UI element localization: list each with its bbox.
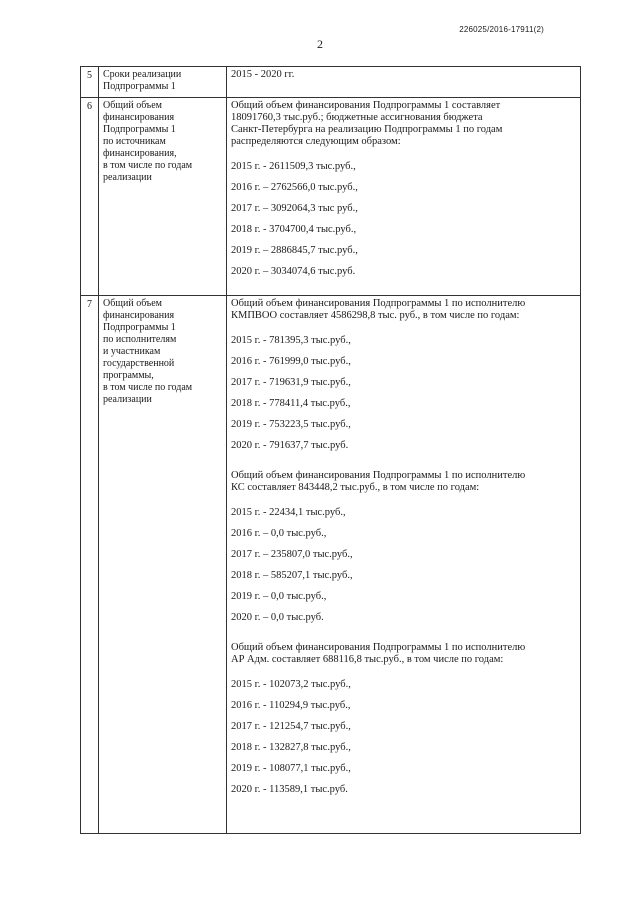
row-label-line: финансирования	[103, 112, 175, 123]
list-item: 2017 г. – 235807,0 тыс.руб.,	[231, 549, 353, 560]
list-item: 2017 г. - 121254,7 тыс.руб.,	[231, 721, 351, 732]
row-number: 5	[81, 67, 99, 98]
intro-line: распределяются следующим образом:	[231, 136, 401, 147]
financing-intro	[231, 100, 576, 148]
intro-line: Общий объем финансирования Подпрограммы 1 составляет	[231, 100, 501, 111]
executor-intro	[231, 470, 576, 494]
period-text: 2015 - 2020 гг.	[231, 69, 295, 80]
list-item: 2019 г. - 108077,1 тыс.руб.,	[231, 763, 351, 774]
list-item: 2020 г. - 113589,1 тыс.руб.	[231, 784, 348, 795]
row-label-line: государственной	[103, 358, 175, 369]
row-label-line: финансирования,	[103, 148, 177, 159]
list-item: 2019 г. - 753223,5 тыс.руб.,	[231, 419, 351, 430]
year-list	[231, 156, 576, 282]
list-item: 2020 г. – 0,0 тыс.руб.	[231, 612, 324, 623]
table-row	[81, 67, 581, 98]
year-list	[231, 674, 576, 800]
intro-line: Санкт-Петербурга на реализацию Подпрограммы 1 по годам	[231, 124, 503, 135]
row-label	[99, 98, 227, 296]
intro-line: Общий объем финансирования Подпрограммы 1 по исполнителю	[231, 470, 526, 481]
list-item: 2018 г. - 778411,4 тыс.руб.,	[231, 398, 351, 409]
row-label-line: в том числе по годам	[103, 160, 193, 171]
intro-line: Общий объем финансирования Подпрограммы 1 по исполнителю	[231, 298, 526, 309]
list-item: 2016 г. – 0,0 тыс.руб.,	[231, 528, 327, 539]
list-item: 2020 г. – 3034074,6 тыс.руб.	[231, 266, 356, 277]
row-label-line: программы,	[103, 370, 154, 381]
list-item: 2018 г. - 132827,8 тыс.руб.,	[231, 742, 351, 753]
intro-line: КС составляет 843448,2 тыс.руб., в том числе по годам:	[231, 482, 480, 493]
row-label	[99, 296, 227, 834]
list-item: 2017 г. - 719631,9 тыс.руб.,	[231, 377, 351, 388]
list-item: 2015 г. - 22434,1 тыс.руб.,	[231, 507, 346, 518]
row-label-line: Общий объем	[103, 298, 162, 309]
list-item: 2016 г. - 761999,0 тыс.руб.,	[231, 356, 351, 367]
row-label-line: в том числе по годам	[103, 382, 193, 393]
executor-intro	[231, 298, 576, 322]
document-id: 226025/2016-17911(2)	[459, 25, 544, 34]
intro-line: Общий объем финансирования Подпрограммы 1 по исполнителю	[231, 642, 526, 653]
row-label-line: финансирования	[103, 310, 175, 321]
list-item: 2017 г. – 3092064,3 тыс руб.,	[231, 203, 358, 214]
row-content	[227, 67, 581, 98]
row-label-line: реализации	[103, 394, 152, 405]
row-content	[227, 98, 581, 296]
row-label-line: Подпрограммы 1	[103, 81, 176, 92]
row-label-line: Подпрограммы 1	[103, 322, 176, 333]
row-label-line: и участникам	[103, 346, 161, 357]
list-item: 2016 г. – 2762566,0 тыс.руб.,	[231, 182, 358, 193]
row-label	[99, 67, 227, 98]
list-item: 2019 г. – 2886845,7 тыс.руб.,	[231, 245, 358, 256]
page-number: 2	[317, 37, 323, 51]
list-item: 2018 г. - 3704700,4 тыс.руб.,	[231, 224, 357, 235]
year-list	[231, 330, 576, 456]
list-item: 2015 г. - 102073,2 тыс.руб.,	[231, 679, 351, 690]
table-row	[81, 296, 581, 834]
list-item: 2015 г. - 781395,3 тыс.руб.,	[231, 335, 351, 346]
row-label-line: по исполнителям	[103, 334, 177, 345]
row-label-line: Сроки реализации	[103, 69, 182, 80]
row-label-line: Общий объем	[103, 100, 162, 111]
intro-line: АР Адм. составляет 688116,8 тыс.руб., в том числе по годам:	[231, 654, 504, 665]
list-item: 2018 г. – 585207,1 тыс.руб.,	[231, 570, 353, 581]
list-item: 2016 г. - 110294,9 тыс.руб.,	[231, 700, 351, 711]
row-label-line: по источникам	[103, 136, 166, 147]
list-item: 2015 г. - 2611509,3 тыс.руб.,	[231, 161, 356, 172]
row-number: 7	[81, 296, 99, 834]
list-item: 2020 г. - 791637,7 тыс.руб.	[231, 440, 349, 451]
intro-line: 18091760,3 тыс.руб.; бюджетные ассигнования бюджета	[231, 112, 483, 123]
passport-table	[80, 66, 581, 834]
row-content	[227, 296, 581, 834]
row-number: 6	[81, 98, 99, 296]
year-list	[231, 502, 576, 628]
intro-line: КМПВОО составляет 4586298,8 тыс. руб., в том числе по годам:	[231, 310, 520, 321]
row-label-line: Подпрограммы 1	[103, 124, 176, 135]
table-row	[81, 98, 581, 296]
list-item: 2019 г. – 0,0 тыс.руб.,	[231, 591, 327, 602]
executor-intro	[231, 642, 576, 666]
row-label-line: реализации	[103, 172, 152, 183]
